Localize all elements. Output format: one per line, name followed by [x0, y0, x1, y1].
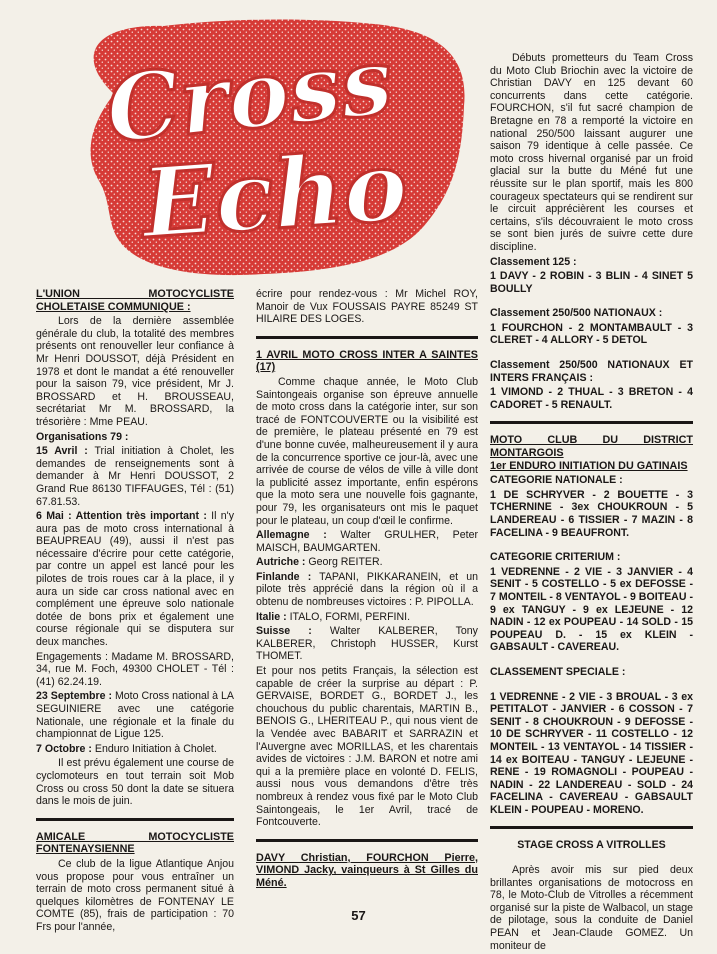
- results-criterium: 1 VEDRENNE - 2 VIE - 3 JANVIER - 4 SENIT - 5 COSTELLO - 5 ex DEFOSSE - 7 MONTEIL - 8 VENTAYOL - 9 BOITEAU - 9 ex TANGUY - 9 ex LEJEUNE - 12 NADIN - 12 ex POUPEAU - 14 SOLD - 15 POUPEAU D. - 15 ex KLEIN - GABSAULT - CAVEREAU.: [490, 565, 693, 654]
- heading-moto-cross-saintes: 1 AVRIL MOTO CROSS INTER A SAINTES (17): [256, 348, 478, 374]
- column-right: [490, 52, 693, 954]
- heading-stage-vitrolles: STAGE CROSS A VITROLLES: [517, 839, 666, 852]
- results-inters: 1 VIMOND - 2 THUAL - 3 BRETON - 4 CADORET - 5 RENAULT.: [490, 386, 693, 411]
- paragraph: Débuts prometteurs du Team Cross du Moto Club Briochin avec la victoire de Christian DAVY en 125 devant 60 concurrents dans cette catégorie. FOURCHON, s'il fut sacré champion de Bretagne en 78 a remporté la victoire en national 250/500 laissant augurer une saison 79 identique à celle passée. Ce moto cross hivernal organisé par un froid glacial sur la butte du Méné fut une réussite sur le plan sportif, mais les 800 courageux spectateurs qui se rendirent sur le circuit apprécièrent les courses et certains, s'ils découvraient le moto cross se sont bien jurés de suivre cette dure discipline.: [490, 52, 693, 253]
- paragraph: Après avoir mis sur pied deux brillantes organisations de motocross en 78, le Moto-Club de Vitrolles a récemment organisé sur la piste de Walbacol, un stage de pilotage, sous la conduite de Daniel PEAN et Jean-Claude GOMEZ. Un moniteur de: [490, 864, 693, 952]
- event-15-avril: 15 Avril : Trial initiation à Cholet, les demandes de renseignements sont à demander à Mr Henri DOUSSOT, 2 Grand Rue 86130 TIFFAUGES, Tél : (51) 67.81.53.: [36, 445, 234, 508]
- country-autriche: Autriche : Georg REITER.: [256, 556, 383, 569]
- paragraph: Il est prévu également une course de cyclomoteurs en tout terrain soit Mob Cross ou cross 50 dont la date se situera dans le mois de juin.: [36, 757, 234, 808]
- subheading-classement-inters: Classement 250/500 NATIONAUX ET INTERS FRANÇAIS :: [490, 359, 693, 384]
- subheading-classement-125: Classement 125 :: [490, 255, 577, 268]
- subheading-speciale: CLASSEMENT SPECIALE :: [490, 665, 626, 678]
- page-number: 57: [351, 908, 366, 923]
- divider: [256, 839, 478, 842]
- heading-enduro-gatinais: 1er ENDURO INITIATION DU GATINAIS: [490, 459, 688, 472]
- results-125: 1 DAVY - 2 ROBIN - 3 BLIN - 4 SINET 5 BOULLY: [490, 270, 693, 295]
- subheading-nationale: CATEGORIE NATIONALE :: [490, 474, 623, 487]
- event-7-oct: 7 Octobre : Enduro Initiation à Cholet.: [36, 742, 217, 755]
- divider: [490, 826, 693, 829]
- event-6-mai: 6 Mai : Attention très important : Il n'y aura pas de moto cross international à BEAUPREAU (49), aussi il n'est pas nécessaire d'écrire pour cette catégorie, par contre un appel est lancé pour les pilotes de trois roues car à la place, il y aura un side car cross national avec en complément une épreuve solo nationale dotée de bons prix et également une course régionale qui se disputera sur deux manches.: [36, 510, 234, 649]
- event-23-sept: 23 Septembre : Moto Cross national à LA SEGUINIERE avec une catégorie Nationale, une régionale et la finale du championnat de Ligue 125.: [36, 690, 235, 741]
- divider: [256, 336, 478, 339]
- logo-word-cross: Cross: [101, 26, 398, 165]
- subheading-classement-250: Classement 250/500 NATIONAUX :: [490, 307, 663, 320]
- country-allemagne: Allemagne : Walter GRULHER, Peter MAISCH, BAUMGARTEN.: [256, 529, 479, 554]
- country-finlande: Finlande : TAPANI, PIKKARANEIN, et un pilote très apprécié dans la région où il a obtenu de nombreuses victoires : P. PIPOLLA.: [256, 570, 478, 609]
- logo-word-echo: Echo: [138, 128, 411, 261]
- country-italie: Italie : ITALO, FORMI, PERFINI.: [256, 610, 411, 623]
- cross-echo-logo: [44, 16, 472, 278]
- paragraph: écrire pour rendez-vous : Mr Michel ROY, Manoir de Vux FOUSSAIS PAYRE 85249 ST HILAIRE DES LOGES.: [256, 288, 478, 326]
- country-suisse: Suisse : Walter KALBERER, Tony KALBERER, Christoph HUSSER, Kurst THOMET.: [256, 625, 478, 663]
- paragraph: Lors de la dernière assemblée générale du club, la totalité des membres présents ont renouveller leur confiance à Mr Henri DOUSSOT, déjà Président en 1978 et dont le mandat a été renouveller pour la saison 79, vice président, Mr J. BROSSARD et H. BROUSSEAU, secrétariat Mr M. BROSSARD, la trésorière : Mme PEAU.: [36, 315, 234, 428]
- heading-moto-club-montargois: MOTO CLUB DU DISTRICT MONTARGOIS: [490, 434, 693, 460]
- heading-amicale-fontenaysienne: AMICALE MOTOCYCLISTE FONTENAYSIENNE: [36, 830, 234, 856]
- column-middle: [256, 288, 478, 892]
- divider: [490, 421, 693, 424]
- results-nationale: 1 DE SCHRYVER - 2 BOUETTE - 3 TCHERNINE - 3ex CHOUKROUN - 5 LANDEREAU - 6 TISSIER - 7 MAZIN - 8 FACELINA - 9 BEAUFRONT.: [490, 488, 693, 539]
- paragraph: Et pour nos petits Français, la sélection est capable de créer la surprise au départ : P. GERVAISE, BORDET G., BORDET J., les chouchous du public charentais, MARTIN B., BENOIS G., LHERITEAU P., qui nous vient de la Vendée avec BABARIT et SARRAZIN et l'Auvergne avec MORILLAS, et les charentais avides de victoires : J.M. BARON et notre ami qui a la première place en volonté D. FELIS, aussi nous vous demandons d'être très nombreux à rendez vous fixé par le Moto Club Saintongeais, le 1er Avril, tracé de Fontcouverte.: [256, 665, 478, 829]
- results-250: 1 FOURCHON - 2 MONTAMBAULT - 3 CLERET - 4 ALLORY - 5 DETOL: [490, 321, 693, 347]
- photo-caption: DAVY Christian, FOURCHON Pierre, VIMOND Jacky, vainqueurs à St Gilles du Méné.: [256, 851, 478, 889]
- engagements: Engagements : Madame M. BROSSARD, 34, rue M. Foch, 49300 CHOLET - Tél : (41) 62.24.19.: [36, 650, 234, 688]
- divider: [36, 818, 234, 821]
- heading-union-choletaise: L'UNION MOTOCYCLISTE CHOLETAISE COMMUNIQUE :: [36, 288, 234, 313]
- paragraph: Ce club de la ligue Atlantique Anjou vous propose pour vous entraîner un terrain de moto cross permanent situé à quelques kilomètres de FONTENAY LE COMTE (85), frais de participation : 70 Frs pour l'année,: [36, 857, 234, 933]
- paragraph: Comme chaque année, le Moto Club Saintongeais organise son épreuve annuelle de moto cross dans la catégorie inter, sur son tracé de FONTCOUVERTE ou la visibilité est de première, le plateau présenté en 79 est d'une bonne cuvée, malheureusement il y aura de la concurrence sportive ce jour-là, avec une arrivée de course de vélos de ville à ville dont la publicité assez importante, enfin espérons que la moto sera une nouvelle fois gagnante, pour 79, les organisateurs ont mis le paquet pour le plateau, un coup d'œil le confirme.: [256, 375, 478, 527]
- subheading-criterium: CATEGORIE CRITERIUM :: [490, 551, 621, 564]
- subheading-organisations: Organisations 79 :: [36, 430, 129, 443]
- results-speciale: 1 VEDRENNE - 2 VIE - 3 BROUAL - 3 ex PETITALOT - JANVIER - 6 COSSON - 7 SENIT - 8 CHOUKROUN - 9 DEFOSSE - 10 DE SCHRYVER - 11 COSTELLO - 12 MONTEIL - 13 VENTAYOL - 14 TISSIER - 14 ex BOITEAU - TANGUY - LEJEUNE - RENE - 19 ROMAGNOLI - POUPEAU - NADIN - 22 LANDEREAU - SOLD - 24 FACELINA - CAVEREAU - GABSAULT KLEIN - POUPEAU - MORENO.: [490, 690, 693, 816]
- column-left: [36, 288, 234, 936]
